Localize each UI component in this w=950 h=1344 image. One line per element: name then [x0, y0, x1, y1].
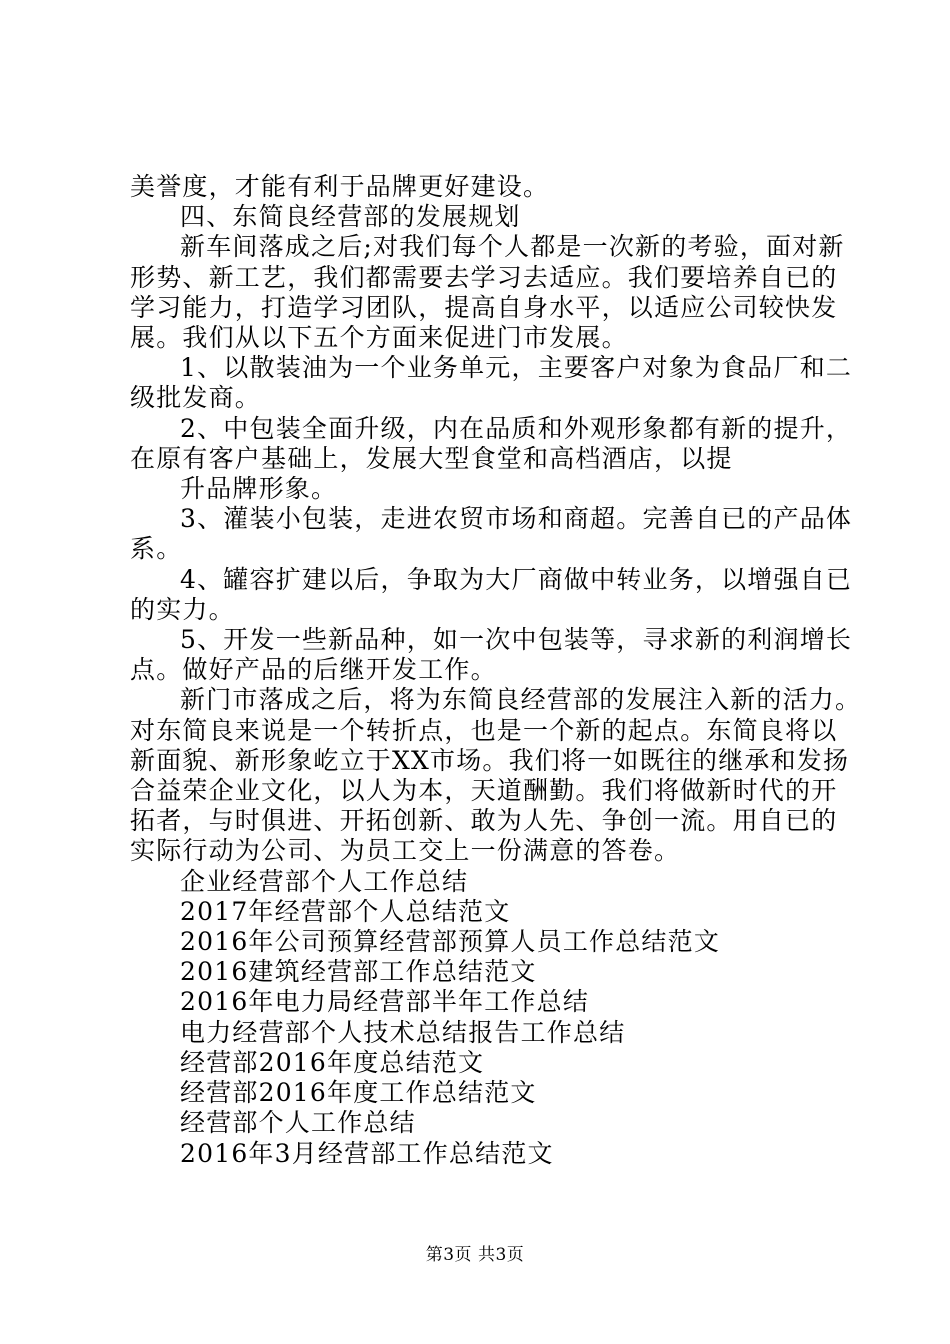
text-line: 系。: [130, 534, 183, 564]
text-line: 2016年电力局经营部半年工作总结: [180, 987, 590, 1017]
text-line: 形势、新工艺，我们都需要去学习去适应。我们要培养自已的: [130, 262, 838, 292]
page-footer: 第3页 共3页: [425, 1245, 525, 1265]
text-line: 学习能力，打造学习团队，提高自身水平，以适应公司较快发: [130, 292, 838, 322]
text-line: 对东简良来说是一个转折点，也是一个新的起点。东简良将以: [130, 715, 838, 745]
text-line: 在原有客户基础上，发展大型食堂和高档酒店，以提: [130, 443, 733, 473]
text-line: 四、东简良经营部的发展规划: [180, 202, 521, 232]
text-line: 点。做好产品的后继开发工作。: [130, 655, 497, 685]
text-line: 5、开发一些新品种，如一次中包装等，寻求新的利润增长: [180, 625, 853, 655]
text-line: 经营部个人工作总结: [180, 1108, 416, 1138]
text-line: 合益荣企业文化，以人为本，天道酬勤。我们将做新时代的开: [130, 776, 838, 806]
text-line: 实际行动为公司、为员工交上一份满意的答卷。: [130, 836, 681, 866]
document-body: [130, 172, 862, 1169]
text-line: 新面貌、新形象屹立于XX市场。我们将一如既往的继承和发扬: [130, 745, 850, 775]
text-line: 2、中包装全面升级，内在品质和外观形象都有新的提升，: [180, 413, 853, 443]
text-line: 2016年3月经营部工作总结范文: [180, 1138, 554, 1168]
text-line: 4、罐容扩建以后，争取为大厂商做中转业务，以增强自已: [180, 564, 853, 594]
text-line: 2016建筑经营部工作总结范文: [180, 957, 537, 987]
text-line: 企业经营部个人工作总结: [180, 866, 469, 896]
text-line: 经营部2016年度工作总结范文: [180, 1078, 537, 1108]
text-line: 经营部2016年度总结范文: [180, 1047, 485, 1077]
text-line: 1、以散装油为一个业务单元，主要客户对象为食品厂和二: [180, 353, 853, 383]
text-line: 级批发商。: [130, 383, 262, 413]
text-line: 电力经营部个人技术总结报告工作总结: [180, 1017, 626, 1047]
text-line: 新车间落成之后;对我们每个人都是一次新的考验，面对新: [180, 232, 845, 262]
text-line: 升品牌形象。: [180, 474, 338, 504]
text-line: 新门市落成之后，将为东简良经营部的发展注入新的活力。: [180, 685, 862, 715]
text-line: 的实力。: [130, 594, 235, 624]
text-line: 展。我们从以下五个方面来促进门市发展。: [130, 323, 628, 353]
text-line: 2017年经营部个人总结范文: [180, 896, 511, 926]
text-line: 2016年公司预算经营部预算人员工作总结范文: [180, 927, 721, 957]
text-line: 美誉度，才能有利于品牌更好建设。: [130, 172, 550, 201]
text-line: 拓者，与时俱进、开拓创新、敢为人先、争创一流。用自已的: [130, 806, 838, 836]
text-line: 3、灌装小包装，走进农贸市场和商超。完善自已的产品体: [180, 504, 853, 534]
